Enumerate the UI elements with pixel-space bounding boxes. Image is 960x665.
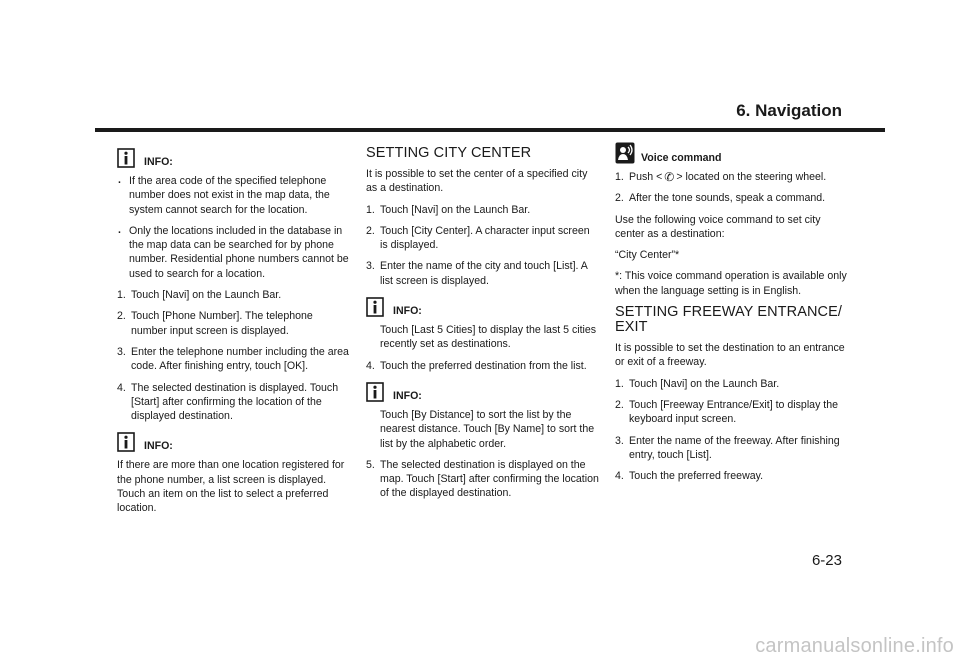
middle-column: [366, 142, 599, 508]
step-number: 2.: [366, 224, 375, 237]
info-heading: [117, 430, 350, 452]
step-item: [366, 203, 599, 217]
voice-command-icon: [615, 142, 635, 164]
page-header: [0, 98, 960, 134]
step-item: [366, 259, 599, 288]
step-number: 1.: [117, 289, 126, 302]
step-number: 4.: [615, 470, 624, 483]
step-item: [366, 224, 599, 253]
step-number: 5.: [366, 458, 375, 471]
step-number: 4.: [366, 359, 375, 372]
step-text: Touch [Navi] on the Launch Bar.: [131, 289, 282, 302]
left-column: [117, 142, 350, 523]
section-title: SETTING FREEWAY ENTRANCE/ EXIT: [615, 304, 843, 336]
info-text: If there are more than one location registered for the phone number, a list screen is displayed. Touch an item on the list to select a preferred location.: [117, 459, 345, 515]
page-number: 6-23: [811, 552, 842, 569]
info-heading: [366, 380, 599, 402]
section-intro: It is possible to set the destination to an entrance or exit of a freeway.: [615, 342, 845, 369]
step-number: 2.: [117, 310, 126, 323]
bullet-mark: .: [118, 174, 121, 186]
info-text: Touch [Last 5 Cities] to display the last 5 cities recently set as destinations.: [380, 324, 597, 351]
info-icon: [366, 297, 384, 317]
step-item: [615, 434, 848, 463]
voice-command-title: Voice command: [641, 152, 722, 164]
list-item: [117, 224, 350, 281]
step-text: Touch [Freeway Entrance/Exit] to display the keyboard input screen.: [629, 398, 839, 426]
talk-switch-icon: ✆: [664, 170, 675, 184]
info-icon: [366, 382, 384, 402]
step-number: 3.: [117, 345, 126, 358]
step-text: The selected destination is displayed on the map. Touch [Start] after confirming the location of the displayed destination.: [380, 458, 599, 500]
chapter-title: 6. Navigation: [736, 101, 842, 120]
step-number: 1.: [615, 171, 624, 183]
step-text: Enter the name of the city and touch [List]. A list screen is displayed.: [380, 260, 588, 287]
info-label: INFO:: [393, 389, 422, 402]
step-text: Touch [Navi] on the Launch Bar.: [380, 203, 531, 216]
section-title: SETTING CITY CENTER: [366, 145, 532, 161]
info-label: INFO:: [393, 305, 422, 318]
info-icon: [117, 148, 135, 168]
info-icon: [117, 432, 135, 452]
step-text: After the tone sounds, speak a command.: [629, 192, 826, 205]
info-text: Touch [By Distance] to sort the list by the nearest distance. Touch [By Name] to sort the list by the alphabetic order.: [380, 408, 595, 450]
info-heading: [117, 146, 350, 168]
step-item: [117, 345, 350, 374]
watermark: carmanualsonline.info: [755, 635, 954, 657]
step-text: Touch the preferred freeway.: [629, 470, 764, 483]
step-number: 1.: [366, 203, 375, 216]
header-rule: [95, 128, 885, 132]
step-item: [615, 398, 848, 427]
voice-command-text: “City Center”*: [615, 249, 680, 262]
info-heading: [366, 295, 599, 317]
section-intro: It is possible to set the center of a specified city as a destination.: [366, 168, 588, 195]
bullet-text: Only the locations included in the database in the map data can be searched for by phone number. Residential phone numbers cannot be used to search for a location.: [129, 224, 349, 280]
step-text: Enter the telephone number including the area code. After finishing entry, touch [OK].: [131, 345, 349, 373]
voice-command-heading: [615, 142, 848, 164]
step-number: 4.: [117, 381, 126, 394]
step-item: [615, 170, 848, 184]
step-text: Touch [Phone Number]. The telephone number input screen is displayed.: [131, 310, 313, 337]
voice-usage-text: Use the following voice command to set city center as a destination:: [615, 213, 821, 240]
voice-note: *: This voice command operation is available only when the language setting is in English.: [615, 270, 847, 297]
right-column: [615, 142, 848, 490]
step-item: [117, 288, 350, 302]
step-number: 3.: [615, 434, 624, 447]
step-text: Touch the preferred destination from the list.: [380, 359, 587, 372]
step-text: Touch [Navi] on the Launch Bar.: [629, 377, 780, 390]
step-item: [366, 359, 599, 373]
step-text-post: > located on the steering wheel.: [676, 171, 827, 183]
step-text: Touch [City Center]. A character input screen is displayed.: [380, 224, 590, 252]
step-text: The selected destination is displayed. Touch [Start] after confirming the location of the displayed destination.: [131, 381, 339, 423]
step-item: [117, 381, 350, 424]
step-item: [615, 469, 848, 483]
list-item: [117, 174, 350, 217]
info-label: INFO:: [144, 156, 173, 168]
step-number: 1.: [615, 377, 624, 390]
step-text-pre: Push <: [629, 171, 663, 183]
info-label: INFO:: [144, 440, 173, 453]
bullet-mark: .: [118, 223, 121, 236]
bullet-text: If the area code of the specified telephone number does not exist in the map data, the system cannot search for the location.: [129, 175, 330, 216]
step-number: 3.: [366, 260, 375, 273]
step-item: [615, 377, 848, 391]
step-number: 2.: [615, 398, 624, 411]
step-item: [366, 458, 599, 501]
step-text: Enter the name of the freeway. After finishing entry, touch [List].: [629, 434, 840, 461]
step-item: [117, 309, 350, 338]
step-number: 2.: [615, 192, 624, 205]
step-item: [615, 191, 848, 205]
